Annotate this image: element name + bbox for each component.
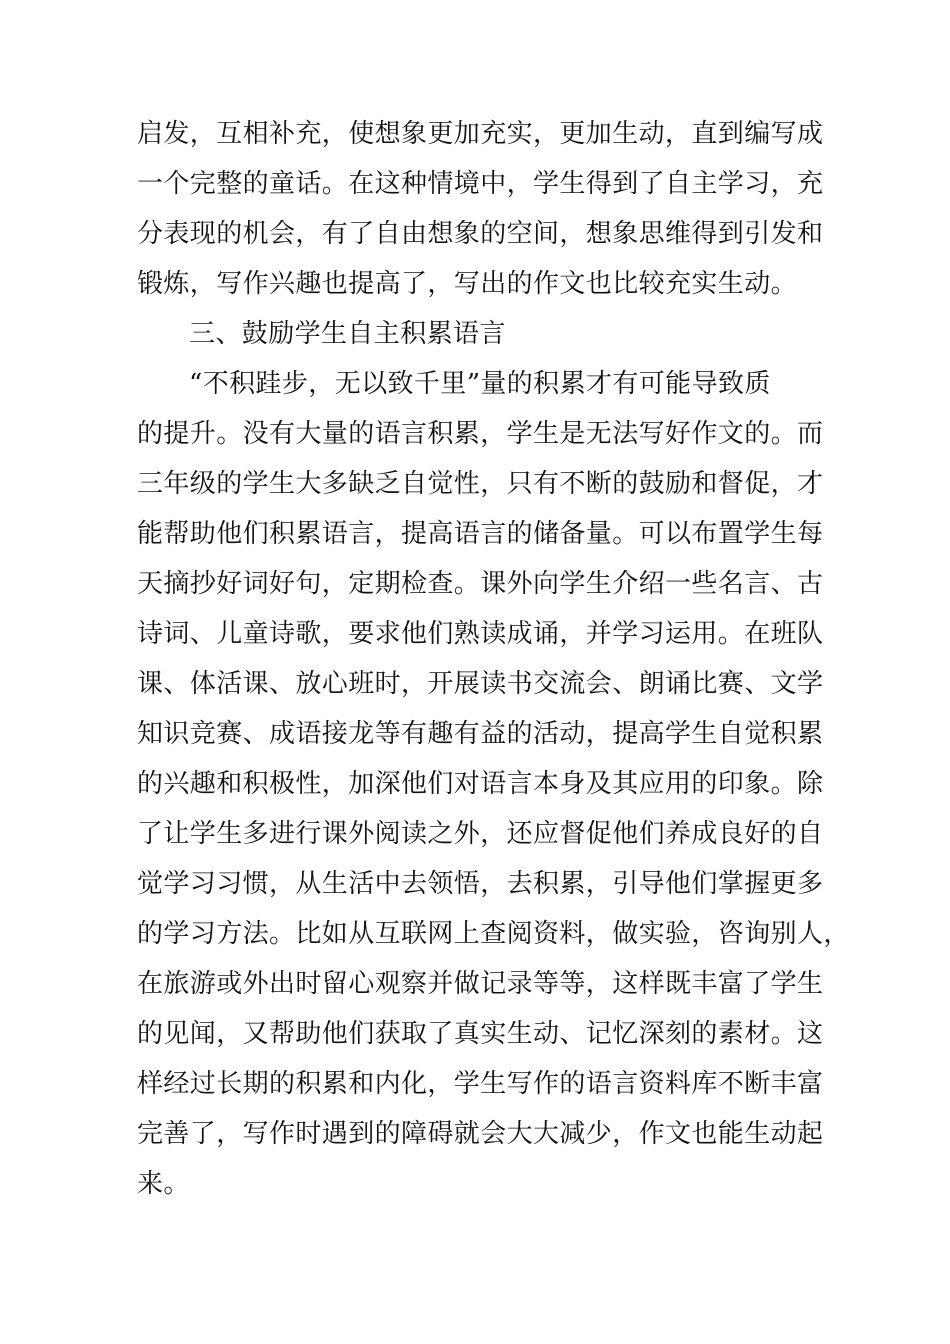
paragraph-line: 了让学生多进行课外阅读之外，还应督促他们养成良好的自: [137, 819, 824, 849]
paragraph-line: 三年级的学生大多缺乏自觉性，只有不断的鼓励和督促，才: [137, 469, 824, 499]
paragraph-line: 诗词、儿童诗歌，要求他们熟读成诵，并学习运用。在班队: [137, 619, 824, 649]
paragraph-line: 能帮助他们积累语言，提高语言的储备量。可以布置学生每: [137, 519, 824, 549]
paragraph-line: 启发，互相补充，使想象更加充实，更加生动，直到编写成: [137, 119, 824, 149]
paragraph-line: 一个完整的童话。在这种情境中，学生得到了自主学习，充: [137, 169, 824, 199]
paragraph-line: 的兴趣和积极性，加深他们对语言本身及其应用的印象。除: [137, 769, 824, 799]
paragraph-line: 的提升。没有大量的语言积累，学生是无法写好作文的。而: [137, 419, 824, 449]
paragraph-line: 的见闻，又帮助他们获取了真实生动、记忆深刻的素材。这: [137, 1019, 824, 1049]
paragraph-line: 知识竞赛、成语接龙等有趣有益的活动，提高学生自觉积累: [137, 719, 824, 749]
paragraph-line: 完善了，写作时遇到的障碍就会大大减少，作文也能生动起: [137, 1119, 824, 1149]
paragraph-line: 在旅游或外出时留心观察并做记录等等，这样既丰富了学生: [137, 969, 824, 999]
paragraph-line: 锻炼，写作兴趣也提高了，写出的作文也比较充实生动。: [137, 269, 798, 299]
paragraph-first-line: “不积跬步，无以致千里”量的积累才有可能导致质: [189, 369, 771, 399]
paragraph-line: 分表现的机会，有了自由想象的空间，想象思维得到引发和: [137, 219, 824, 249]
paragraph-line: 天摘抄好词好句，定期检查。课外向学生介绍一些名言、古: [137, 569, 824, 599]
paragraph-line: 来。: [137, 1169, 190, 1199]
paragraph-line: 课、体活课、放心班时，开展读书交流会、朗诵比赛、文学: [137, 669, 824, 699]
paragraph-line: 样经过长期的积累和内化，学生写作的语言资料库不断丰富: [137, 1069, 824, 1099]
paragraph-line: 觉学习习惯，从生活中去领悟，去积累，引导他们掌握更多: [137, 869, 824, 899]
section-heading: 三、鼓励学生自主积累语言: [189, 319, 506, 349]
paragraph-line: 的学习方法。比如从互联网上查阅资料，做实验，咨询别人，: [137, 919, 850, 949]
